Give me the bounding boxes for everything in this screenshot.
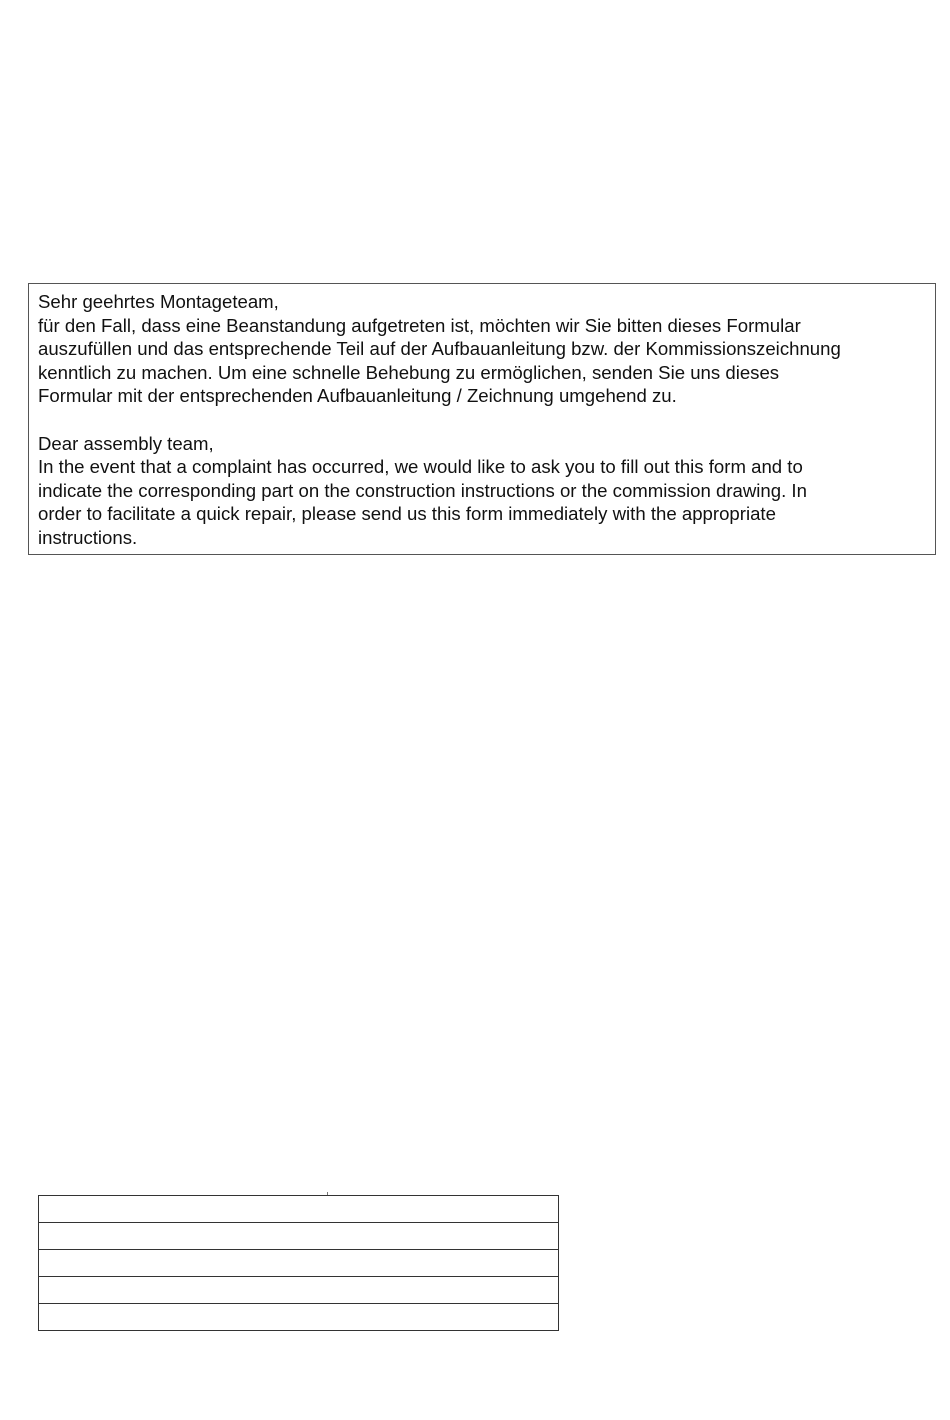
german-line: auszufüllen und das entsprechende Teil auf der Aufbauanleitung bzw. der Kommissionszeichnung [38, 338, 841, 359]
table-cell[interactable] [39, 1277, 559, 1304]
english-line: indicate the corresponding part on the construction instructions or the commission drawing. In [38, 479, 807, 501]
table-row [39, 1250, 559, 1277]
table-row [39, 1277, 559, 1304]
english-line: In the event that a complaint has occurred, we would like to ask you to fill out this form and to [38, 456, 803, 477]
english-greeting: Dear assembly team, [38, 432, 214, 454]
table-row [39, 1196, 559, 1223]
english-line: order to facilitate a quick repair, please send us this form immediately with the appropriate [38, 503, 776, 524]
german-text [38, 290, 926, 408]
table-cell[interactable] [39, 1223, 559, 1250]
notice-box [28, 283, 936, 555]
german-greeting: Sehr geehrtes Montageteam, [38, 291, 279, 312]
table-cell[interactable] [39, 1196, 559, 1223]
german-line: Formular mit der entsprechenden Aufbauanleitung / Zeichnung umgehend zu. [38, 385, 677, 406]
form-table [38, 1195, 559, 1331]
paragraph-gap [38, 408, 926, 432]
table-row [39, 1304, 559, 1331]
table-cell[interactable] [39, 1250, 559, 1277]
english-text [38, 432, 926, 550]
table-row [39, 1223, 559, 1250]
german-line: kenntlich zu machen. Um eine schnelle Behebung zu ermöglichen, senden Sie uns dieses [38, 361, 780, 383]
table-cell[interactable] [39, 1304, 559, 1331]
german-line: für den Fall, dass eine Beanstandung aufgetreten ist, möchten wir Sie bitten dieses Formular [38, 314, 801, 336]
english-line: instructions. [38, 526, 138, 548]
